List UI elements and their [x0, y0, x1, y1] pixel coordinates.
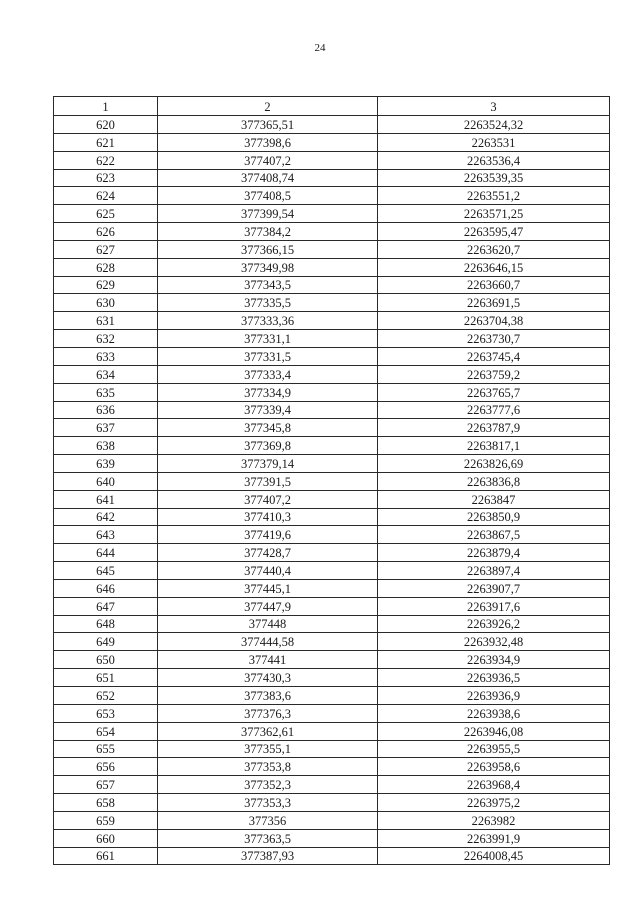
x-coordinate-cell: 377376,3 — [158, 704, 378, 722]
x-coordinate-cell: 377384,2 — [158, 223, 378, 241]
header-col-1: 1 — [54, 97, 158, 116]
x-coordinate-cell: 377448 — [158, 615, 378, 633]
point-number-cell: 657 — [54, 776, 158, 794]
x-coordinate-cell: 377363,5 — [158, 829, 378, 847]
y-coordinate-cell: 2263551,2 — [378, 187, 610, 205]
table-row — [54, 258, 610, 276]
y-coordinate-cell: 2263826,69 — [378, 455, 610, 473]
x-coordinate-cell: 377333,4 — [158, 365, 378, 383]
point-number-cell: 636 — [54, 401, 158, 419]
y-coordinate-cell: 2263571,25 — [378, 205, 610, 223]
x-coordinate-cell: 377407,2 — [158, 151, 378, 169]
point-number-cell: 648 — [54, 615, 158, 633]
y-coordinate-cell: 2263932,48 — [378, 633, 610, 651]
x-coordinate-cell: 377353,3 — [158, 794, 378, 812]
x-coordinate-cell: 377419,6 — [158, 526, 378, 544]
x-coordinate-cell: 377444,58 — [158, 633, 378, 651]
table-row — [54, 133, 610, 151]
x-coordinate-cell: 377408,74 — [158, 169, 378, 187]
x-coordinate-cell: 377345,8 — [158, 419, 378, 437]
table-row — [54, 490, 610, 508]
table-row — [54, 276, 610, 294]
table-row — [54, 776, 610, 794]
table-row — [54, 347, 610, 365]
x-coordinate-cell: 377349,98 — [158, 258, 378, 276]
x-coordinate-cell: 377333,36 — [158, 312, 378, 330]
point-number-cell: 638 — [54, 437, 158, 455]
point-number-cell: 640 — [54, 472, 158, 490]
y-coordinate-cell: 2263765,7 — [378, 383, 610, 401]
y-coordinate-cell: 2263539,35 — [378, 169, 610, 187]
y-coordinate-cell: 2263958,6 — [378, 758, 610, 776]
point-number-cell: 634 — [54, 365, 158, 383]
y-coordinate-cell: 2263867,5 — [378, 526, 610, 544]
table-row — [54, 544, 610, 562]
point-number-cell: 633 — [54, 347, 158, 365]
table-row — [54, 669, 610, 687]
table-row — [54, 526, 610, 544]
table-row — [54, 651, 610, 669]
point-number-cell: 630 — [54, 294, 158, 312]
y-coordinate-cell: 2263759,2 — [378, 365, 610, 383]
point-number-cell: 626 — [54, 223, 158, 241]
point-number-cell: 653 — [54, 704, 158, 722]
y-coordinate-cell: 2263531 — [378, 133, 610, 151]
table-row — [54, 401, 610, 419]
y-coordinate-cell: 2263917,6 — [378, 597, 610, 615]
point-number-cell: 631 — [54, 312, 158, 330]
table-row — [54, 294, 610, 312]
y-coordinate-cell: 2263777,6 — [378, 401, 610, 419]
table-row — [54, 205, 610, 223]
x-coordinate-cell: 377398,6 — [158, 133, 378, 151]
y-coordinate-cell: 2263660,7 — [378, 276, 610, 294]
x-coordinate-cell: 377353,8 — [158, 758, 378, 776]
x-coordinate-cell: 377365,51 — [158, 116, 378, 134]
x-coordinate-cell: 377407,2 — [158, 490, 378, 508]
point-number-cell: 620 — [54, 116, 158, 134]
table-row — [54, 633, 610, 651]
point-number-cell: 656 — [54, 758, 158, 776]
x-coordinate-cell: 377331,1 — [158, 330, 378, 348]
point-number-cell: 650 — [54, 651, 158, 669]
y-coordinate-cell: 2263926,2 — [378, 615, 610, 633]
y-coordinate-cell: 2263938,6 — [378, 704, 610, 722]
x-coordinate-cell: 377399,54 — [158, 205, 378, 223]
table-row — [54, 455, 610, 473]
table-row — [54, 704, 610, 722]
point-number-cell: 623 — [54, 169, 158, 187]
x-coordinate-cell: 377343,5 — [158, 276, 378, 294]
y-coordinate-cell: 2263897,4 — [378, 562, 610, 580]
table-row — [54, 330, 610, 348]
x-coordinate-cell: 377441 — [158, 651, 378, 669]
y-coordinate-cell: 2263646,15 — [378, 258, 610, 276]
y-coordinate-cell: 2263955,5 — [378, 740, 610, 758]
point-number-cell: 642 — [54, 508, 158, 526]
table-row — [54, 829, 610, 847]
table-row — [54, 562, 610, 580]
header-col-2: 2 — [158, 97, 378, 116]
point-number-cell: 646 — [54, 579, 158, 597]
header-col-3: 3 — [378, 97, 610, 116]
y-coordinate-cell: 2263975,2 — [378, 794, 610, 812]
table-row — [54, 472, 610, 490]
point-number-cell: 651 — [54, 669, 158, 687]
point-number-cell: 621 — [54, 133, 158, 151]
y-coordinate-cell: 2263620,7 — [378, 240, 610, 258]
table-row — [54, 365, 610, 383]
table-body — [54, 116, 610, 865]
y-coordinate-cell: 2263991,9 — [378, 829, 610, 847]
y-coordinate-cell: 2263691,5 — [378, 294, 610, 312]
x-coordinate-cell: 377334,9 — [158, 383, 378, 401]
y-coordinate-cell: 2263847 — [378, 490, 610, 508]
point-number-cell: 622 — [54, 151, 158, 169]
table-header — [54, 97, 610, 116]
table-row — [54, 740, 610, 758]
table-row — [54, 312, 610, 330]
table-row — [54, 847, 610, 865]
table-row — [54, 419, 610, 437]
table-row — [54, 722, 610, 740]
x-coordinate-cell: 377440,4 — [158, 562, 378, 580]
x-coordinate-cell: 377366,15 — [158, 240, 378, 258]
x-coordinate-cell: 377428,7 — [158, 544, 378, 562]
x-coordinate-cell: 377391,5 — [158, 472, 378, 490]
y-coordinate-cell: 2263934,9 — [378, 651, 610, 669]
point-number-cell: 635 — [54, 383, 158, 401]
x-coordinate-cell: 377356 — [158, 811, 378, 829]
x-coordinate-cell: 377383,6 — [158, 687, 378, 705]
x-coordinate-cell: 377355,1 — [158, 740, 378, 758]
y-coordinate-cell: 2263946,08 — [378, 722, 610, 740]
point-number-cell: 628 — [54, 258, 158, 276]
point-number-cell: 652 — [54, 687, 158, 705]
point-number-cell: 647 — [54, 597, 158, 615]
y-coordinate-cell: 2263850,9 — [378, 508, 610, 526]
table-row — [54, 687, 610, 705]
point-number-cell: 660 — [54, 829, 158, 847]
x-coordinate-cell: 377369,8 — [158, 437, 378, 455]
x-coordinate-cell: 377379,14 — [158, 455, 378, 473]
y-coordinate-cell: 2263595,47 — [378, 223, 610, 241]
x-coordinate-cell: 377447,9 — [158, 597, 378, 615]
y-coordinate-cell: 2263879,4 — [378, 544, 610, 562]
x-coordinate-cell: 377445,1 — [158, 579, 378, 597]
x-coordinate-cell: 377408,5 — [158, 187, 378, 205]
y-coordinate-cell: 2263536,4 — [378, 151, 610, 169]
point-number-cell: 629 — [54, 276, 158, 294]
point-number-cell: 637 — [54, 419, 158, 437]
point-number-cell: 659 — [54, 811, 158, 829]
point-number-cell: 644 — [54, 544, 158, 562]
table-row — [54, 615, 610, 633]
x-coordinate-cell: 377352,3 — [158, 776, 378, 794]
table-row — [54, 240, 610, 258]
point-number-cell: 658 — [54, 794, 158, 812]
point-number-cell: 661 — [54, 847, 158, 865]
y-coordinate-cell: 2263787,9 — [378, 419, 610, 437]
point-number-cell: 639 — [54, 455, 158, 473]
y-coordinate-cell: 2263730,7 — [378, 330, 610, 348]
table-row — [54, 758, 610, 776]
y-coordinate-cell: 2263907,7 — [378, 579, 610, 597]
y-coordinate-cell: 2264008,45 — [378, 847, 610, 865]
y-coordinate-cell: 2263936,5 — [378, 669, 610, 687]
point-number-cell: 654 — [54, 722, 158, 740]
y-coordinate-cell: 2263817,1 — [378, 437, 610, 455]
point-number-cell: 643 — [54, 526, 158, 544]
table-row — [54, 508, 610, 526]
y-coordinate-cell: 2263968,4 — [378, 776, 610, 794]
y-coordinate-cell: 2263524,32 — [378, 116, 610, 134]
table-row — [54, 811, 610, 829]
point-number-cell: 632 — [54, 330, 158, 348]
x-coordinate-cell: 377335,5 — [158, 294, 378, 312]
table-row — [54, 169, 610, 187]
x-coordinate-cell: 377339,4 — [158, 401, 378, 419]
table-row — [54, 437, 610, 455]
y-coordinate-cell: 2263936,9 — [378, 687, 610, 705]
table-row — [54, 116, 610, 134]
table-row — [54, 597, 610, 615]
point-number-cell: 625 — [54, 205, 158, 223]
y-coordinate-cell: 2263836,8 — [378, 472, 610, 490]
table-row — [54, 383, 610, 401]
table-row — [54, 223, 610, 241]
point-number-cell: 649 — [54, 633, 158, 651]
y-coordinate-cell: 2263704,38 — [378, 312, 610, 330]
x-coordinate-cell: 377331,5 — [158, 347, 378, 365]
point-number-cell: 645 — [54, 562, 158, 580]
point-number-cell: 624 — [54, 187, 158, 205]
x-coordinate-cell: 377430,3 — [158, 669, 378, 687]
x-coordinate-cell: 377387,93 — [158, 847, 378, 865]
table-row — [54, 579, 610, 597]
table-row — [54, 151, 610, 169]
x-coordinate-cell: 377362,61 — [158, 722, 378, 740]
y-coordinate-cell: 2263745,4 — [378, 347, 610, 365]
header-row — [54, 97, 610, 116]
point-number-cell: 627 — [54, 240, 158, 258]
page-number: 24 — [314, 42, 326, 54]
x-coordinate-cell: 377410,3 — [158, 508, 378, 526]
point-number-cell: 641 — [54, 490, 158, 508]
coordinates-table — [53, 96, 610, 865]
point-number-cell: 655 — [54, 740, 158, 758]
table-row — [54, 794, 610, 812]
table-row — [54, 187, 610, 205]
y-coordinate-cell: 2263982 — [378, 811, 610, 829]
